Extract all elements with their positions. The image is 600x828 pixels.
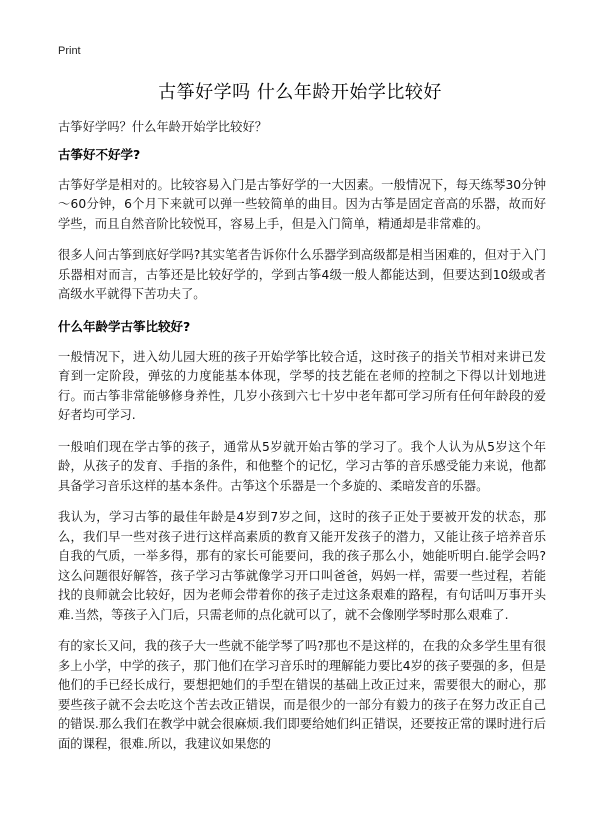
paragraph: 很多人问古筝到底好学吗?其实笔者告诉你什么乐器学到高级都是相当困难的，但对于入门乐器相对而言，古筝还是比较好学的，学到古筝4级一般人都能达到，但要达到10级或者高级水平就得下苦功夫了。 (58, 248, 546, 301)
article-title: 古筝好学吗 什么年龄开始学比较好 (158, 82, 442, 103)
print-label: Print (58, 45, 81, 57)
paragraph: 一般咱们现在学古筝的孩子，通常从5岁就开始古筝的学习了。我个人认为从5岁这个年龄，从孩子的发育、手指的条件，和他整个的记忆，学习古筝的音乐感受能力来说，他都具备学习音乐这样的基本条件。古筝这个乐器是一个多旋的、柔暗发音的乐器。 (58, 439, 546, 493)
paragraph: 古筝好学是相对的。比较容易入门是古筝好学的一大因素。一般情况下，每天练琴30分钟～60分钟，6个月下来就可以弹一些较简单的曲目。因为古筝是固定音高的乐器，故而好学些，而且自然音阶比较悦耳，容易上手，但是入门简单，精通却是非常难的。 (58, 177, 546, 231)
paragraph: 有的家长又问，我的孩子大一些就不能学琴了吗?那也不是这样的，在我的众多学生里有很多上小学，中学的孩子，那门他们在学习音乐时的理解能力要比4岁的孩子要强的多，但是他们的手已经长成行，要想把她们的手型在错误的基础上改正过来，需要很大的耐心，那要些孩子就不会去吃这个苦去改正错误，而是很少的一部分有毅力的孩子在努力改正自己的错误.那么我们在教学中就会很麻烦.我们即要给她们纠正错误，还要按正常的课时进行后面的课程，很难.所以，我建议如果您的 (58, 639, 546, 751)
section-heading: 什么年龄学古筝比较好? (58, 318, 191, 334)
article-lead: 古筝好学吗？什么年龄开始学比较好？ (58, 120, 268, 134)
paragraph: 我认为，学习古筝的最佳年龄是4岁到7岁之间，这时的孩子正处于要被开发的状态，那么，我们早一些对孩子进行这样高素质的教育又能开发孩子的潜力，又能让孩子培养音乐自我的气质，一举多得，那有的家长可能要问，我的孩子那么小，她能听明白.能学会吗?这么问题很好解答，孩子学习古筝就像学习开口叫爸爸，妈妈一样，需要一些过程，若能找的良师就会比较好，因为老师会带着你的孩子走过这条艰难的路程，有句话叫万事开头难.当然，等孩子入门后，只需老师的点化就可以了，就不会像刚学琴时那么艰难了. (58, 510, 546, 622)
article-body (58, 118, 546, 766)
section-heading: 古筝好不好学? (58, 146, 141, 162)
paragraph: 一般情况下，进入幼儿园大班的孩子开始学筝比较合适，这时孩子的指关节相对来讲已发育到一定阶段，弹弦的力度能基本体现，学琴的技艺能在老师的控制之下得以计划地进行。而古筝非常能够修身养性，几岁小孩到六七十岁中老年都可学习所有任何年龄段的爱好者均可学习. (58, 349, 546, 422)
